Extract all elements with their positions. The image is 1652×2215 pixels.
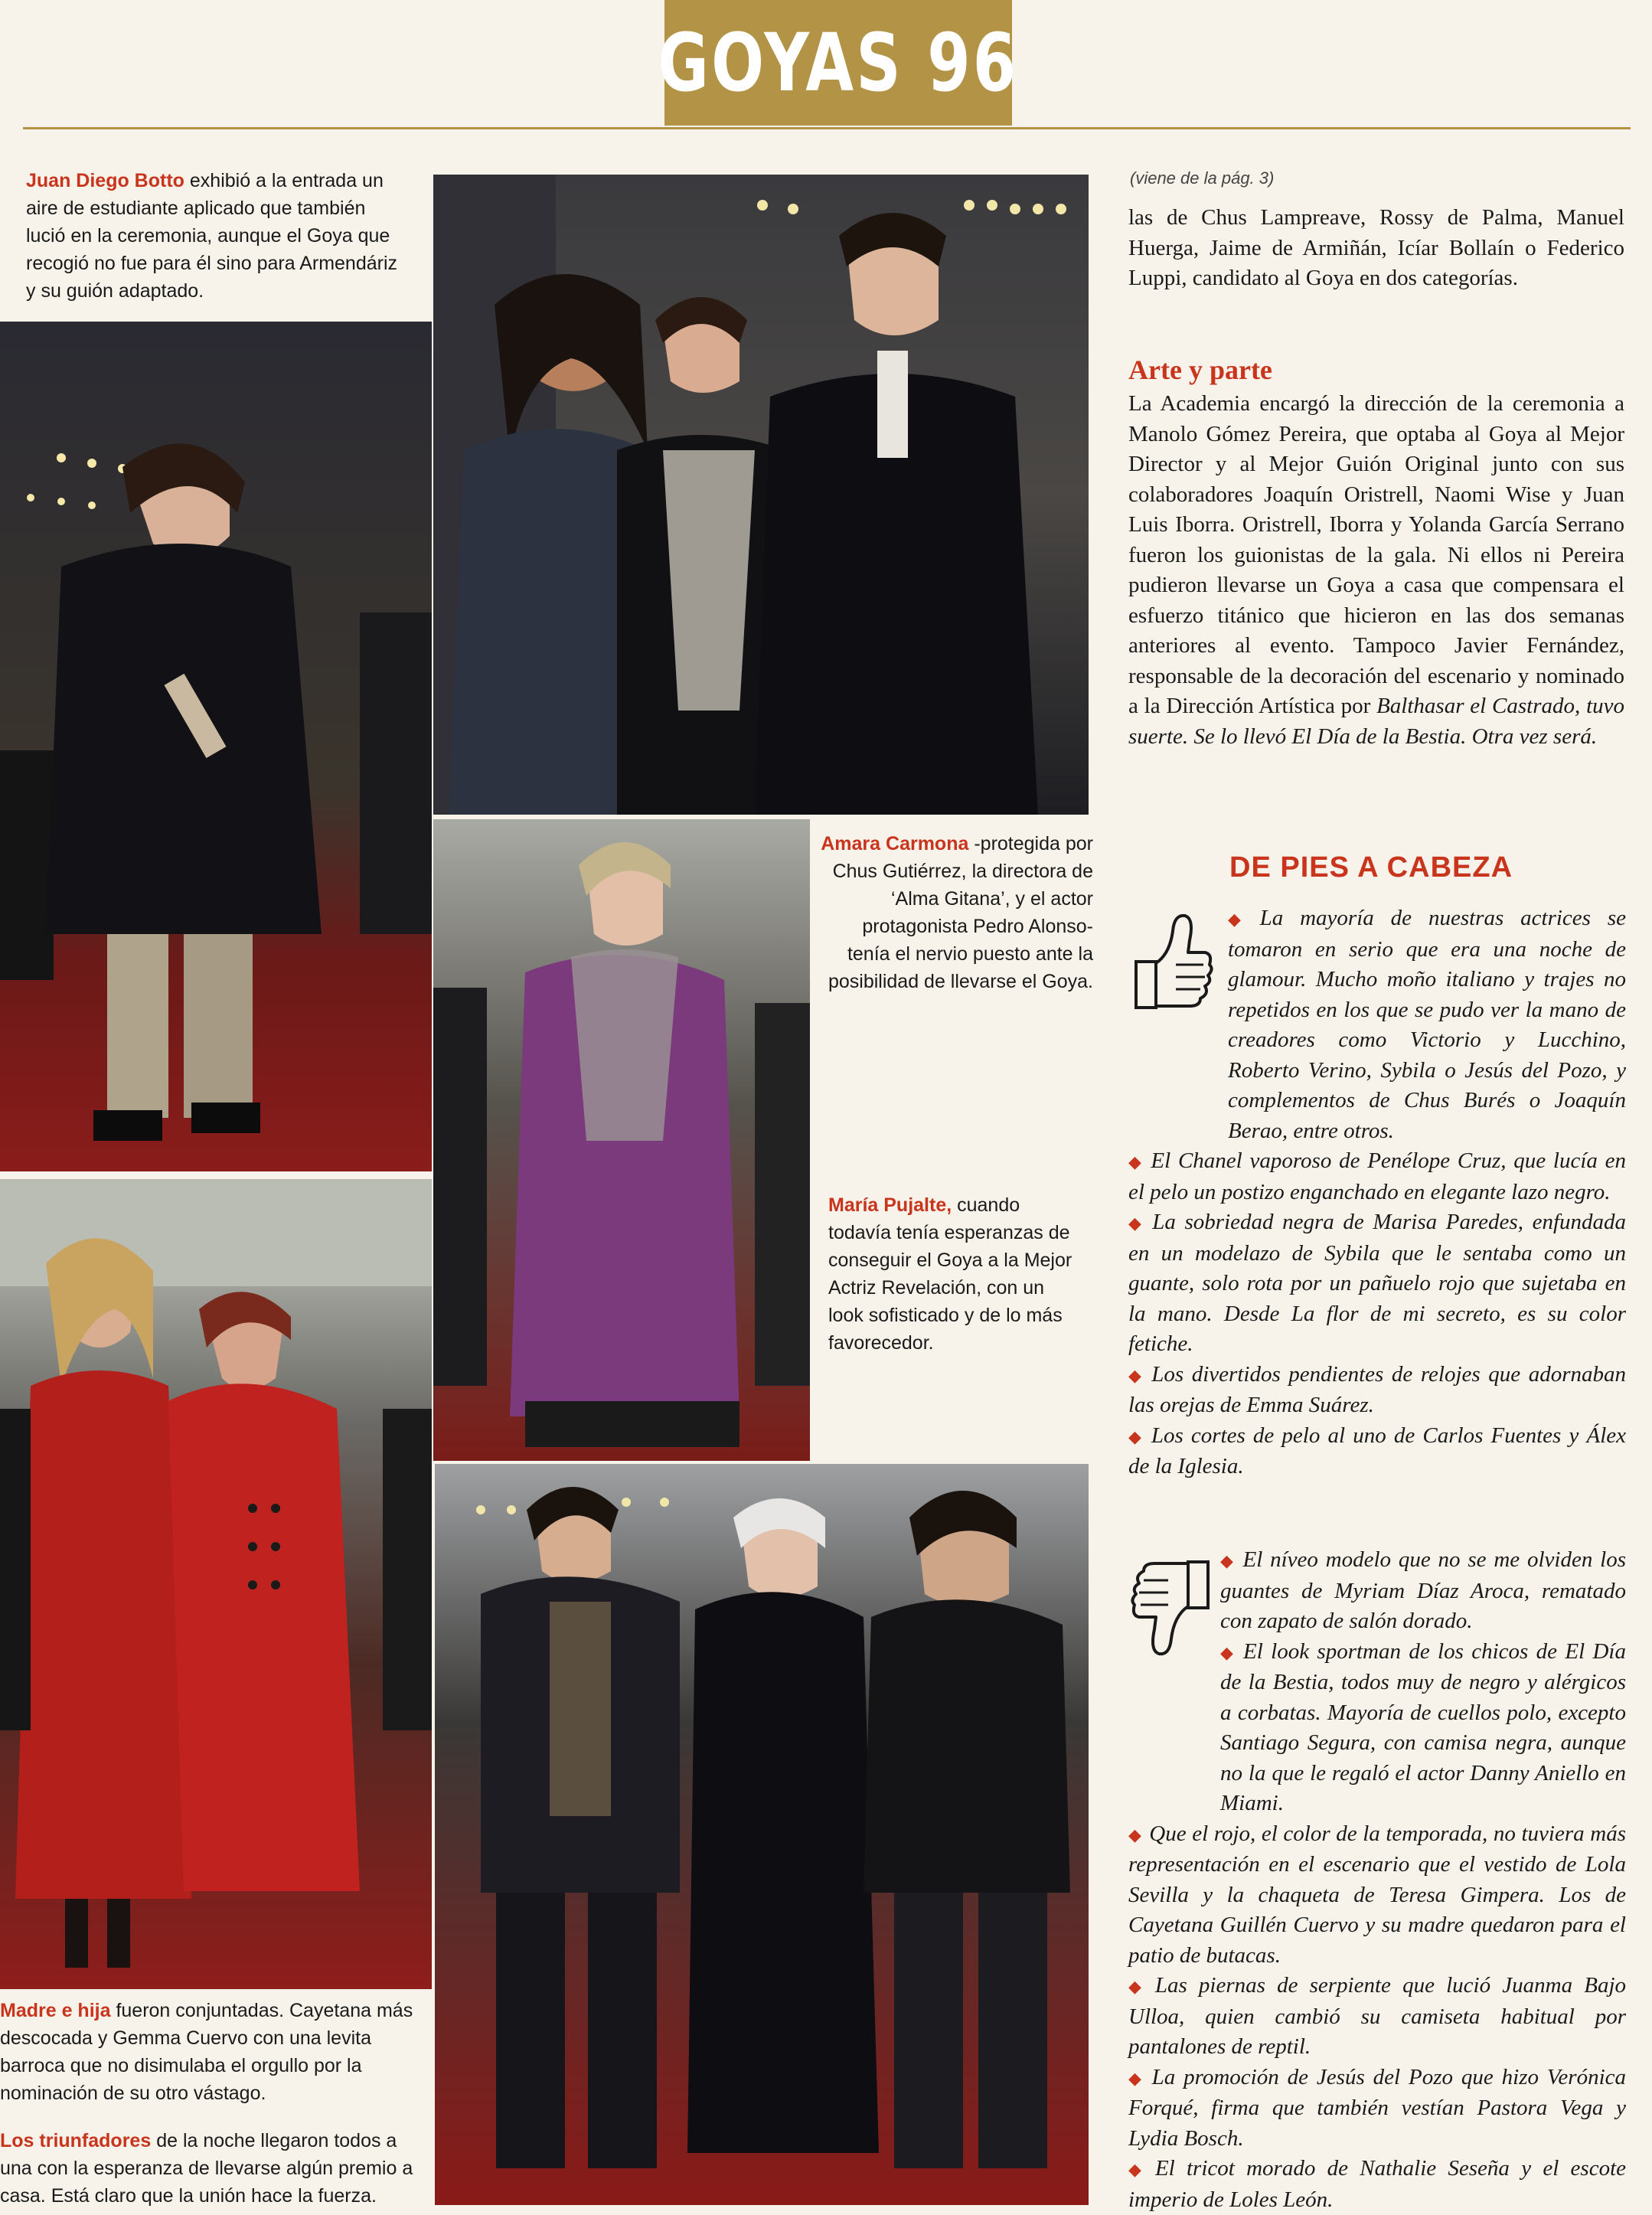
section-body-text: La Academia encargó la dirección de la ceremonia a Manolo Gómez Pereira, que optaba al Goya al Mejor Director y al Mejor Guión Original junto con sus colaboradores Joaquín Oristrell, Naomi Wise y Juan Luis Iborra. Oristrell, Iborra y Yolanda García Serrano fueron los guionistas de la gala. Ni ellos ni Pereira pudieron llevarse un Goya a casa que compensara el esfuerzo titánico que hicieron en las dos semanas anteriores al evento. Tampoco Javier Fernández, responsable de la decoración del escenario y nominado a la Dirección Artística por [1128,391,1624,718]
photo-madre-e-hija [0,1179,432,1989]
box-down-item-6: ◆ El tricot morado de Nathalie Seseña y el escote imperio de Loles León. [1128,2156,1627,2212]
caption-madre-e-hija [0,1997,429,2107]
box-down-item-5: ◆ La promoción de Jesús del Pozo que hizo Verónica Forqué, firma que también vestían Pastora Vega y Lydia Bosch. [1128,2064,1627,2151]
caption-text: -protegida por Chus Gutiérrez, la directora de ‘Alma Gitana’, y el actor protagonista Pedro Alonso- tenía el nervio puesto ante la posibilidad de llevarse el Goya. [828,833,1093,992]
caption-text: de la noche llegaron todos a una con la esperanza de llevarse algún premio a casa. Está claro que la unión hace la fuerza. [0,2130,413,2207]
box-up-item-2: ◆ El Chanel vaporoso de Penélope Cruz, que lucía en el pelo un postizo enganchado en elegante lazo negro. [1128,1148,1626,1204]
box-down-item-1: ◆ El níveo modelo que no se me olviden los guantes de Myriam Díaz Aroca, rematado con zapato de salón dorado. [1220,1547,1626,1633]
caption-text: fueron conjuntadas. Cayetana más descocada y Gemma Cuervo con una levita barroca que no disimulaba el orgullo por la nominación de su otro vástago. [0,2000,413,2104]
caption-triunfadores [0,2127,429,2210]
photo-juan-diego-botto [0,322,432,1171]
article-intro: las de Chus Lampreave, Rossy de Palma, Manuel Huerga, Jaime de Armiñán, Icíar Bollaín o Federico Luppi, candidato al Goya en dos categorías. [1128,205,1624,290]
page-title: GOYAS 96 [658,16,1019,109]
caption-maria-pujalte [828,1191,1081,1357]
box-up-item-4: ◆ Los divertidos pendientes de relojes que adornaban las orejas de Emma Suárez. [1128,1361,1627,1417]
section-body-italic: Balthasar el Castrado, tuvo suerte. Se lo llevó El Día de la Bestia. Otra vez será. [1128,694,1624,749]
box-up-item-5: ◆ Los cortes de pelo al uno de Carlos Fuentes y Álex de la Iglesia. [1128,1423,1626,1478]
caption-name: Amara Carmona [821,833,969,854]
header-rule [23,127,1631,129]
box-up-list [1128,903,1626,1482]
box-down-item-2: ◆ El look sportman de los chicos de El Día de la Bestia, todos muy de negro y alérgicos a corbatas. Mayoría de cuellos polo, excepto Santiago Segura, con camisa negra, aunque no la que le regaló el actor Danny Aniello en Miami. [1220,1638,1626,1815]
caption-amara-carmona [819,830,1093,995]
caption-name: Juan Diego Botto [26,170,184,191]
photo-maria-pujalte [433,819,810,1461]
box-up-item-3: ◆ La sobriedad negra de Marisa Paredes, enfundada en un modelazo de Sybila que le sentaba como un guante, solo rota por un pañuelo rojo que sujetaba en la mano. Desde La flor de mi secreto, es su color fetiche. [1128,1210,1626,1356]
caption-text: exhibió a la entrada un aire de estudiante aplicado que también lució en la ceremonia, aunque el Goya que recogió no fue para él sino para Armendáriz y su guión adaptado. [26,170,398,302]
caption-botto [26,167,409,305]
box-heading: DE PIES A CABEZA [1229,851,1513,884]
caption-name: María Pujalte, [828,1194,952,1216]
box-down-list [1128,1545,1626,2215]
caption-name: Madre e hija [0,2000,111,2021]
section-heading-arte-y-parte: Arte y parte [1128,354,1272,385]
photo-los-triunfadores [435,1464,1089,2205]
box-down-item-4: ◆ Las piernas de serpiente que lució Juanma Bajo Ulloa, quien cambió su camiseta habitual por pantalones de reptil. [1128,1973,1627,2059]
header-banner [658,0,1019,126]
box-up-item-1: ◆ La mayoría de nuestras actrices se tomaron en serio que era una noche de glamour. Mucho moño italiano y trajes no repetidos en los que se pudo ver la mano de creadores como Victorio y Lucchino, Roberto Verino, Sybila o Jesús del Pozo, y complementos de Chus Burés o Joaquín Berao, entre otros. [1228,906,1626,1143]
continued-note: (viene de la pág. 3) [1130,168,1275,188]
caption-text: cuando todavía tenía esperanzas de conseguir el Goya a la Mejor Actriz Revelación, con un look sofisticado y de lo más favorecedor. [828,1194,1072,1354]
box-down-item-3: ◆ Que el rojo, el color de la temporada, no tuviera más representación en el escenario que el vestido de Lola Sevilla y la chaqueta de Teresa Gimpera. Los de Cayetana Guillén Cuervo y su madre quedaron para el patio de butacas. [1128,1821,1626,1968]
article-section-body [1128,389,1624,752]
caption-name: Los triunfadores [0,2130,152,2151]
photo-amara-carmona-group [433,175,1089,815]
